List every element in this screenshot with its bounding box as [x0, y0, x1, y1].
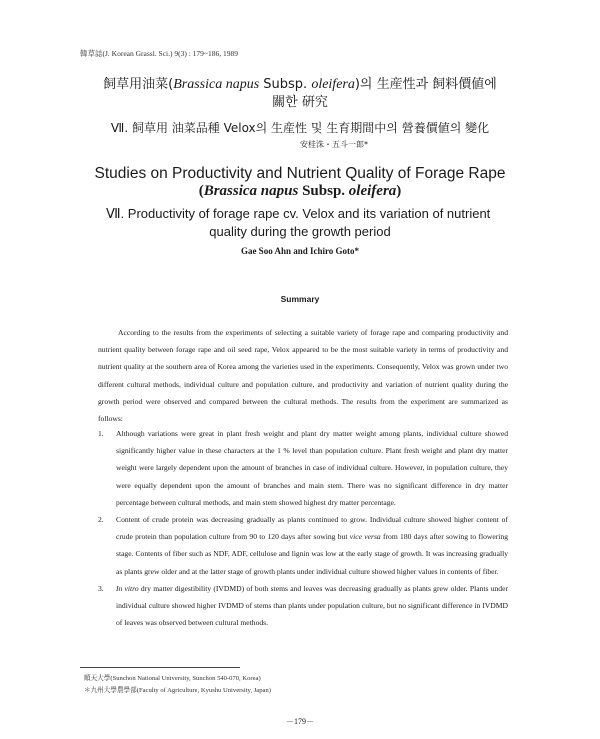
korean-title-line1: 飼草用油菜(Brassica napus Subsp. oleifera)의 生産性과 飼料價値에 [103, 77, 497, 92]
page-number: －179－ [286, 717, 314, 726]
english-title-line1: Studies on Productivity and Nutrient Quality of Forage Rape [94, 165, 506, 182]
footnote-divider [80, 667, 240, 668]
summary-item-2 [98, 511, 508, 580]
summary-item-3 [98, 580, 508, 632]
korean-title-line2: 關한 硏究 [272, 95, 328, 110]
journal-citation: 韓草誌(J. Korean Grassl. Sci.) 9(3) : 179~186, 1989 [80, 49, 238, 58]
english-authors: Gae Soo Ahn and Ichiro Goto* [240, 246, 360, 256]
item-number: 1. [98, 429, 104, 438]
summary-list [98, 425, 508, 631]
footnote-affiliation-1: 順天大學(Sunchon National University, Sunchon 540-070, Korea) [84, 675, 261, 682]
summary-item-1 [98, 425, 508, 511]
english-subtitle-line1: Ⅶ. Productivity of forage rape cv. Velox and its variation of nutrient [106, 206, 491, 221]
english-title-line2: (Brassica napus Subsp. oleifera) [198, 183, 402, 199]
item-number: 3. [98, 583, 104, 593]
korean-authors: 安桂洙・五斗一郎* [300, 140, 368, 149]
footnote-affiliation-2: ＊九州大學農學部(Faculty of Agriculture, Kyushu University, Japan) [84, 687, 271, 694]
item-number: 2. [98, 515, 104, 525]
item-text: In vitro dry matter digestibility (IVDMD) of both stems and leaves was decreasing gradually as plants grew older. Plants under individual culture showed higher IVDMD of stems than plants under population culture, but no significant difference in IVDMD of leaves was observed between cultural methods. [116, 583, 508, 628]
english-subtitle-line2: quality during the growth period [209, 224, 391, 239]
summary-intro-paragraph: According to the results from the experiments of selecting a suitable variety of forage rape and comparing productivity and nutrient quality between forage rape and oil seed rape, Velox appeared to be the most suitable variety in terms of productivity and nutrient quality at the southern area of Korea among the varieties used in the experiments. Consequently, Velox was grown under two different cultural methods, individual culture and population culture, and productivity and variation of nutrient quality during the growth period were observed and compared between the cultural methods. The results from the experiment are summarized as follows: [98, 328, 508, 424]
korean-subtitle: Ⅶ. 飼草用 油菜品種 Velox의 生産性 및 生育期間中의 營養價値의 變化 [110, 121, 490, 135]
item-text: Content of crude protein was decreasing gradually as plants continued to grow. Individual culture showed higher content of crude protein than population culture from 90 to 120 days after sowing but vice versa from 180 days after sowing to flowering stage. Contents of fiber such as NDF, ADF, cellulose and lignin was low at the early stage of growth. It was increasing gradually as plants grew older and at the latter stage of growth plants under individual culture showed higher values in contents of fiber. [116, 515, 508, 576]
item-text: Although variations were great in plant fresh weight and plant dry matter weight among plants, individual culture showed significantly higher value in these characters at the 1 % level than population culture. Plant fresh weight and plant dry matter weight were largely dependent upon the amount of branches in case of individual culture. However, in population culture, they were equally dependent upon the amount of branches and main stem. There was no significant difference in dry matter percentage between cultural methods, and main stem showed highest dry matter percentage. [116, 429, 508, 507]
summary-heading: Summary [280, 294, 320, 304]
